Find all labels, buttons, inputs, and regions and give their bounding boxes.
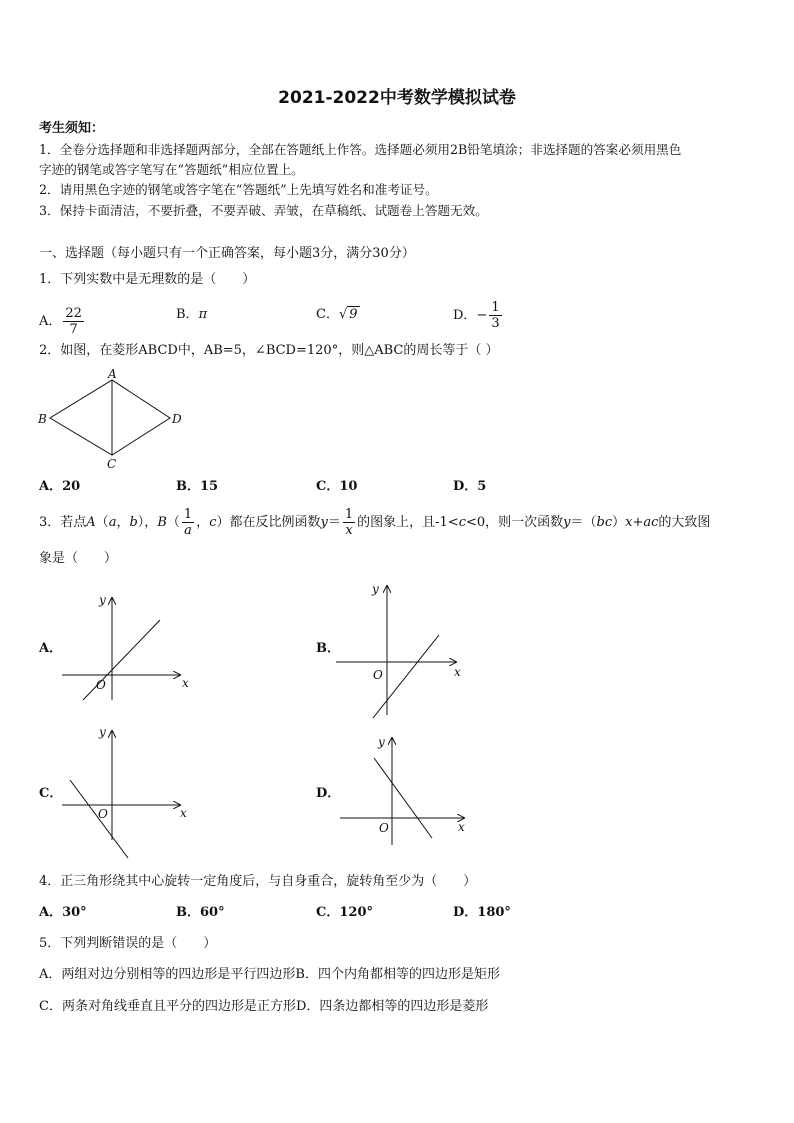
q1-d-denominator: 3 (491, 316, 500, 331)
q3-text-11: ＝（ (570, 515, 597, 530)
q1-d-sign: − (476, 308, 488, 323)
graph-a-x-label: x (182, 676, 189, 690)
q5-options-row-2: C．两条对角线垂直且平分的四边形是正方形D．四条边都相等的四边形是菱形 (39, 999, 489, 1014)
q3-option-c-label: C． (39, 786, 63, 801)
notice-heading: 考生须知： (39, 121, 105, 136)
q3-frac1-den: a (184, 523, 192, 538)
q1-a-denominator: 7 (69, 322, 78, 337)
q4-option-a: A．30° (39, 905, 87, 920)
q1-b-label: B． (176, 307, 199, 322)
notice-line-1: 1．全卷分选择题和非选择题两部分，全部在答题纸上作答。选择题必须用2B铅笔填涂；非选择题的答案必须用黑色 (39, 142, 682, 157)
graph-b-origin: O (373, 668, 383, 682)
q2-option-b: B．15 (176, 479, 219, 494)
q3-stem-line-2: 象是（ ） (39, 551, 118, 566)
q3-text-2: （ (95, 515, 109, 530)
q3-text-12: ） (612, 515, 626, 530)
graph-c-x-label: x (180, 806, 187, 820)
q1-d-numerator: 1 (491, 300, 500, 315)
q3-var-c2: c (458, 515, 466, 530)
q3-var-b: b (129, 515, 138, 530)
graph-d (340, 735, 465, 845)
q3-frac2-num: 1 (344, 507, 354, 522)
graph-c (62, 725, 187, 858)
graph-b-x-label: x (454, 665, 461, 679)
notice-line-3: 2．请用黑色字迹的钢笔或答字笔在“答题纸”上先填写姓名和准考证号。 (39, 182, 438, 197)
q3-text-3: ， (116, 515, 130, 530)
q1-c-radicand: 9 (349, 307, 358, 322)
section-heading: 一、选择题（每小题只有一个正确答案，每小题3分，满分30分） (39, 246, 415, 261)
notice-line-2: 字迹的钢笔或答字笔写在“答题纸”相应位置上。 (39, 162, 304, 177)
graph-a-line (83, 620, 160, 700)
q3-var-bc: bc (596, 515, 613, 530)
q3-option-d-label: D． (316, 786, 341, 801)
q3-var-y2: y (563, 515, 571, 530)
q3-text-1: 3．若点 (39, 515, 87, 530)
q2-option-d: D．5 (453, 479, 487, 494)
q3-var-y: y (320, 515, 328, 530)
graph-b-line (373, 635, 439, 718)
q3-text-13: 的大致图 (658, 515, 711, 530)
q3-var-c: c (209, 515, 217, 530)
q3-option-a-label: A． (39, 641, 63, 656)
vertex-a-label: A (108, 367, 117, 381)
graph-d-y-label: y (378, 735, 385, 749)
q1-a-numerator: 22 (65, 306, 82, 321)
q3-text-8: ＝ (327, 515, 341, 530)
graph-d-origin: O (379, 821, 389, 835)
q3-point-a: A (86, 515, 96, 530)
graph-a (62, 593, 189, 700)
q3-text-5: （ (166, 515, 180, 530)
graph-b-y-label: y (372, 582, 379, 596)
q3-var-xac: x+ac (625, 515, 659, 530)
q4-option-b: B．60° (176, 905, 225, 920)
q4-stem: 4．正三角形绕其中心旋转一定角度后，与自身重合，旋转角至少为（ ） (39, 874, 477, 889)
sqrt-symbol: √ (338, 307, 348, 322)
q2-option-a: A．20 (39, 479, 81, 494)
q3-text-10: <0，则一次函数 (465, 515, 564, 530)
graph-a-origin: O (96, 678, 106, 692)
q3-frac2-den: x (345, 523, 353, 538)
q1-b-value: π (198, 307, 208, 322)
vertex-b-label: B (38, 412, 47, 426)
vertex-d-label: D (172, 412, 182, 426)
q5-stem: 5．下列判断错误的是（ ） (39, 936, 217, 951)
q3-var-a: a (108, 515, 117, 530)
q3-point-b: B (157, 515, 167, 530)
q3-frac1-num: 1 (183, 507, 193, 522)
q1-d-label: D． (453, 308, 477, 323)
q3-option-b-label: B． (316, 641, 340, 656)
q3-text-9: 的图象上，且-1< (357, 515, 459, 530)
q3-text-4: ）， (137, 515, 158, 530)
notice-line-4: 3．保持卡面清洁，不要折叠，不要弄破、弄皱，在草稿纸、试题卷上答题无效。 (39, 203, 488, 218)
q3-text-6: ， (196, 515, 210, 530)
graph-b (336, 582, 461, 718)
graph-a-y-label: y (99, 593, 106, 607)
q3-text-7: ）都在反比例函数 (216, 515, 321, 530)
q4-option-d: D．180° (453, 905, 511, 920)
graph-d-x-label: x (458, 820, 465, 834)
q2-option-c: C．10 (316, 479, 358, 494)
q4-option-c: C．120° (316, 905, 373, 920)
q1-c-label: C． (316, 307, 339, 322)
q1-a-label: A． (39, 314, 62, 329)
graph-c-origin: O (98, 807, 108, 821)
q2-stem: 2．如图，在菱形ABCD中，AB=5，∠BCD=120°，则△ABC的周长等于（ ） (39, 343, 499, 358)
q5-options-row-1: A．两组对边分别相等的四边形是平行四边形B．四个内角都相等的四边形是矩形 (39, 967, 500, 982)
vertex-c-label: C (107, 457, 117, 471)
graph-c-y-label: y (99, 725, 106, 739)
page-title: 2021-2022中考数学模拟试卷 (278, 88, 516, 108)
q1-stem: 1．下列实数中是无理数的是（ ） (39, 272, 256, 287)
